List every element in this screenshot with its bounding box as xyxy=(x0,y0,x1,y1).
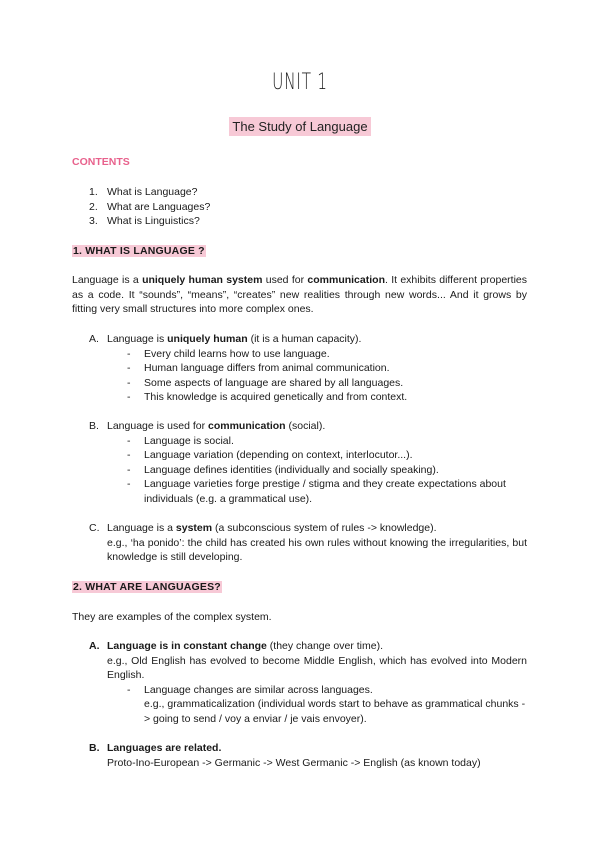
section2-heading xyxy=(72,580,222,595)
bullet-text: Language is social. xyxy=(144,434,234,447)
item-text: Language is used for xyxy=(107,420,208,432)
section1-item-a xyxy=(89,332,527,405)
contents-list xyxy=(89,185,210,229)
item-letter: B. xyxy=(89,742,100,754)
list-item: - Language defines identities (individually and socially speaking). xyxy=(127,463,439,476)
intro-text: used for xyxy=(262,274,308,286)
contents-item: 3. What is Linguistics? xyxy=(89,215,200,227)
item-text: (a subconscious system of rules -> knowledge). xyxy=(212,522,437,534)
list-item: - Human language differs from animal communication. xyxy=(127,362,390,374)
list-item: - Language varieties forge prestige / stigma and they create expectations about individuals (e.g. a grammatical use). xyxy=(127,478,506,505)
contents-item-text: What are Languages? xyxy=(107,200,211,213)
section1-heading xyxy=(72,244,206,259)
item-bold: system xyxy=(175,522,213,534)
subtitle-container xyxy=(0,117,600,136)
bullet-example-text: e.g., grammaticalization (individual words start to behave as grammatical chunks -> going to send / voy a enviar / je vais envoyer). xyxy=(144,698,526,725)
intro-text: Language is a xyxy=(72,274,143,286)
contents-heading: CONTENTS xyxy=(72,156,130,168)
list-item: - This knowledge is acquired genetically and from context. xyxy=(127,391,408,403)
bullet-text: Language defines identities (individually and socially speaking). xyxy=(144,463,439,476)
list-item: - Every child learns how to use language. xyxy=(127,347,330,360)
bullet-text: Language changes are similar across languages. xyxy=(144,683,373,696)
lineage-text: Proto-Ino-European -> Germanic -> West Germanic -> English (as known today) xyxy=(107,756,481,769)
list-item: - Some aspects of language are shared by all languages. xyxy=(127,376,404,389)
item-text: (social). xyxy=(285,420,326,432)
intro-bold: uniquely human system xyxy=(142,274,263,286)
intro-text: . It exhibits different properties as a code. It “sounds”, “means”, “creates” new realities through new words... And it grows by fitting very small structures into more complex ones. xyxy=(72,274,527,315)
item-bold: uniquely human xyxy=(167,333,248,345)
list-item: - Language is social. xyxy=(127,434,234,447)
item-bold: Language is in constant change xyxy=(107,640,267,652)
bullet-text: This knowledge is acquired genetically and from context. xyxy=(144,391,408,403)
section1-item-b xyxy=(89,419,527,506)
example-text: e.g., Old English has evolved to become Middle English, which has evolved into Modern English. xyxy=(107,654,527,681)
item-bold: communication xyxy=(208,420,286,432)
section2-intro: They are examples of the complex system. xyxy=(72,611,272,623)
page-subtitle: The Study of Language xyxy=(229,117,370,136)
item-letter: C. xyxy=(89,522,100,534)
item-letter: A. xyxy=(89,333,99,345)
bullet-text: Every child learns how to use language. xyxy=(144,347,330,360)
section2-heading-text: 2. WHAT ARE LANGUAGES? xyxy=(73,581,221,593)
section2-item-a xyxy=(89,639,527,726)
contents-item: 1. What is Language? xyxy=(89,186,198,198)
item-text: (it is a human capacity). xyxy=(247,333,362,345)
contents-item-text: What is Linguistics? xyxy=(107,215,200,227)
item-text: Language is a xyxy=(107,522,176,534)
item-text: (they change over time). xyxy=(266,640,383,652)
page-title: UNIT 1 xyxy=(272,70,328,95)
section2-item-b xyxy=(89,741,527,770)
list-item: - Language variation (depending on context, interlocutor...). xyxy=(127,449,413,461)
bullet-text: Language varieties forge prestige / stigma and they create expectations about individuals (e.g. a grammatical use). xyxy=(144,478,506,505)
item-text: Language is xyxy=(107,333,168,345)
intro-bold: communication xyxy=(307,274,385,286)
bullet-text: Human language differs from animal communication. xyxy=(144,362,390,374)
bullet-text: Language variation (depending on context, interlocutor...). xyxy=(144,449,413,461)
list-item: - Language changes are similar across languages. xyxy=(127,683,373,696)
item-letter: B. xyxy=(89,420,99,432)
item-letter: A. xyxy=(89,640,100,652)
bullet-text: Some aspects of language are shared by all languages. xyxy=(144,376,404,389)
section1-intro xyxy=(72,273,527,317)
item-bold: Languages are related. xyxy=(107,742,222,754)
contents-item-text: What is Language? xyxy=(107,186,198,198)
contents-item: 2. What are Languages? xyxy=(89,200,211,213)
example-text: e.g., ‘ha ponido’: the child has created his own rules without knowing the irregularities, but knowledge is still developing. xyxy=(107,536,527,563)
section1-item-c xyxy=(89,521,527,565)
section1-heading-text: 1. WHAT IS LANGUAGE ? xyxy=(73,245,205,257)
